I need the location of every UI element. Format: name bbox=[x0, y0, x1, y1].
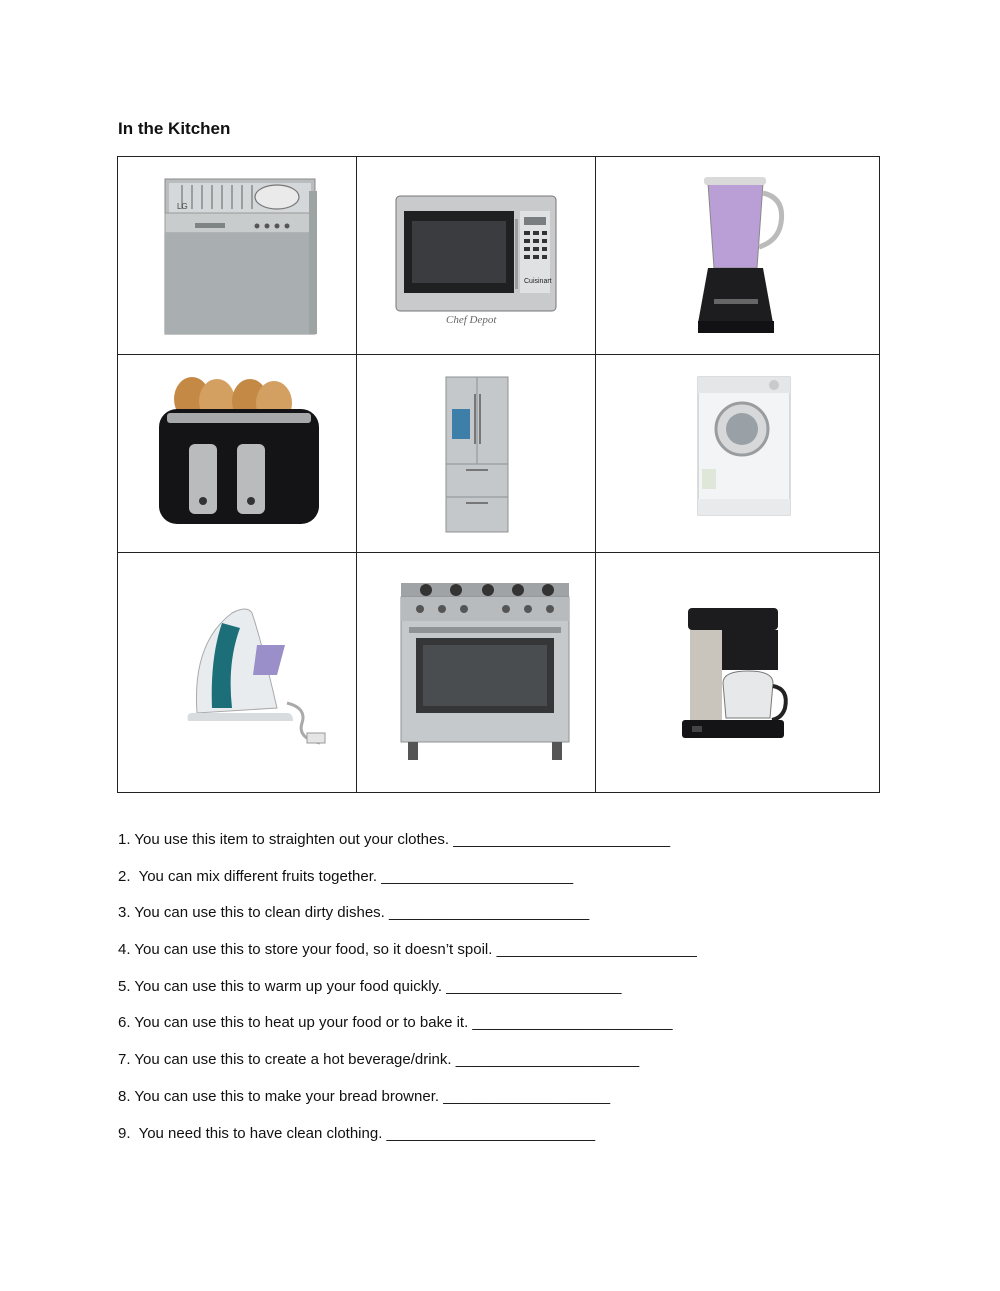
question-4: 4. You can use this to store your food, so it doesn’t spoil. ________________________ bbox=[118, 941, 697, 959]
question-7: 7. You can use this to create a hot beverage/drink. ______________________ bbox=[118, 1051, 640, 1069]
image-cell-blender bbox=[596, 157, 879, 355]
image-cell-toaster bbox=[118, 355, 357, 553]
appliance-image-grid bbox=[117, 156, 880, 793]
image-cell-iron bbox=[118, 553, 357, 792]
dishwasher-brand: LG bbox=[177, 201, 188, 211]
question-2: 2. You can mix different fruits together. _______________________ bbox=[118, 867, 574, 885]
image-cell-stove bbox=[357, 553, 596, 792]
image-cell-coffee-maker bbox=[596, 553, 879, 792]
microwave-watermark: Chef Depot bbox=[446, 313, 497, 326]
worksheet-title: In the Kitchen bbox=[118, 119, 231, 138]
toaster-icon bbox=[137, 369, 337, 539]
question-3: 3. You can use this to clean dirty dishes. ________________________ bbox=[118, 904, 590, 922]
question-8: 8. You can use this to make your bread browner. ____________________ bbox=[118, 1087, 611, 1105]
microwave-icon bbox=[376, 181, 576, 331]
microwave-brand: Cuisinart bbox=[524, 277, 552, 285]
stove-icon bbox=[376, 573, 576, 773]
image-cell-refrigerator bbox=[357, 355, 596, 553]
refrigerator-icon bbox=[416, 369, 536, 539]
washing-machine-icon bbox=[678, 369, 798, 539]
blender-icon bbox=[668, 171, 808, 341]
iron-icon bbox=[137, 583, 337, 763]
question-6: 6. You can use this to heat up your food or to bake it. ________________________ bbox=[118, 1014, 673, 1032]
image-cell-washing-machine bbox=[596, 355, 879, 553]
question-1: 1. You use this item to straighten out your clothes. __________________________ bbox=[118, 831, 671, 848]
image-cell-dishwasher bbox=[118, 157, 357, 355]
image-cell-microwave bbox=[357, 157, 596, 355]
question-9: 9. You need this to have clean clothing. _________________________ bbox=[118, 1124, 596, 1142]
question-5: 5. You can use this to warm up your food quickly. _____________________ bbox=[118, 977, 622, 995]
dishwasher-icon bbox=[137, 171, 337, 341]
coffee-maker-icon bbox=[668, 588, 808, 758]
question-list bbox=[118, 830, 878, 1160]
